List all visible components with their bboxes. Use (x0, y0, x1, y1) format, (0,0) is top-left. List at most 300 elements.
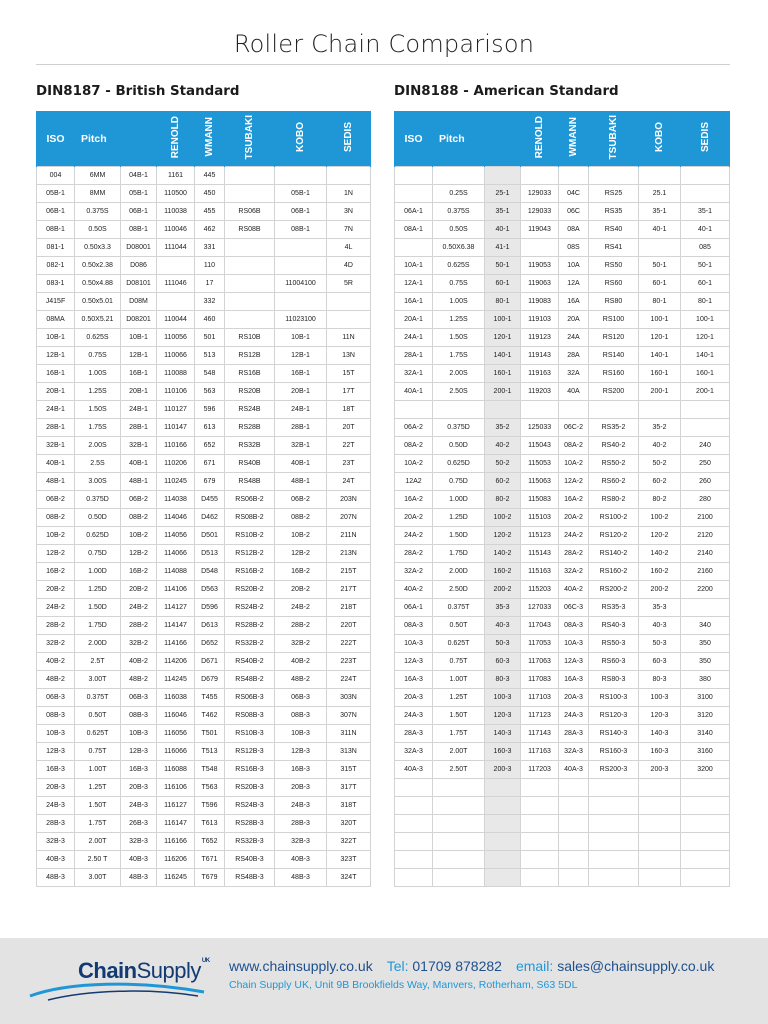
table-cell: 40B-1 (275, 455, 327, 473)
table-row (37, 293, 371, 311)
table-cell: RS50-3 (589, 635, 639, 653)
table-cell: 116106 (157, 779, 195, 797)
table-cell: 40A (559, 383, 589, 401)
table-cell: 50-2 (485, 455, 521, 473)
table-cell: 41-1 (485, 239, 521, 257)
table-cell: 215T (327, 563, 371, 581)
table-cell: D671 (195, 653, 225, 671)
table-row (37, 185, 371, 203)
table-cell (559, 167, 589, 185)
table-cell: 100-2 (639, 509, 681, 527)
table-row (37, 725, 371, 743)
table-cell: 1.50S (75, 401, 121, 419)
table-cell: D08M (121, 293, 157, 311)
table-cell: 35-2 (485, 419, 521, 437)
header-pitch: Pitch (75, 111, 121, 167)
table-cell (521, 239, 559, 257)
table-cell: D613 (195, 617, 225, 635)
footer (0, 938, 768, 1024)
table-cell: RS100-2 (589, 509, 639, 527)
table-cell: 111046 (157, 275, 195, 293)
address: Chain Supply UK, Unit 9B Brookfields Way, Manvers, Rotherham, S63 5DL (229, 979, 578, 991)
table-cell: 24B-2 (275, 599, 327, 617)
table-row (37, 599, 371, 617)
table-cell: 116127 (157, 797, 195, 815)
logo-supply-text: Supply (136, 958, 201, 983)
table-row (395, 743, 730, 761)
table-cell (395, 779, 433, 797)
table-cell: RS20B (225, 383, 275, 401)
table-cell: 8MM (75, 185, 121, 203)
table-cell: 1.75T (75, 815, 121, 833)
table-cell: 311N (327, 725, 371, 743)
table-cell: 120-1 (639, 329, 681, 347)
table-cell: 115103 (521, 509, 559, 527)
table-row (395, 635, 730, 653)
table-cell: 110066 (157, 347, 195, 365)
table-cell: 120-2 (485, 527, 521, 545)
email-link[interactable]: sales@chainsupply.co.uk (557, 958, 715, 974)
table-cell: 119053 (521, 257, 559, 275)
table-row (395, 689, 730, 707)
table-cell (225, 311, 275, 329)
table-cell (589, 815, 639, 833)
table-row (37, 779, 371, 797)
table-cell: 1.00T (75, 761, 121, 779)
table-cell: 110106 (157, 383, 195, 401)
table-cell: 320T (327, 815, 371, 833)
table-cell: 280 (681, 491, 730, 509)
table-cell (559, 797, 589, 815)
table-cell: 323T (327, 851, 371, 869)
table-cell (639, 869, 681, 887)
table-cell (395, 239, 433, 257)
table-cell: 0.375S (75, 203, 121, 221)
table-cell: 16B-2 (275, 563, 327, 581)
table-cell: 129033 (521, 185, 559, 203)
table-cell: D501 (195, 527, 225, 545)
table-cell: D596 (195, 599, 225, 617)
table-cell: 2100 (681, 509, 730, 527)
table-cell: 318T (327, 797, 371, 815)
header-pitch: Pitch (433, 111, 485, 167)
table-cell: 1.50S (433, 329, 485, 347)
logo-wordmark (78, 958, 210, 984)
table-cell: RS16B (225, 365, 275, 383)
table-cell: 20B-3 (37, 779, 75, 797)
table-cell: 116056 (157, 725, 195, 743)
tel-number[interactable]: 01709 878282 (412, 958, 502, 974)
title-divider (36, 64, 730, 65)
table-cell (225, 185, 275, 203)
table-cell: RS80-2 (589, 491, 639, 509)
table-row (395, 203, 730, 221)
table-cell: 1.75S (433, 347, 485, 365)
table-row (395, 473, 730, 491)
table-cell: RS12B (225, 347, 275, 365)
table-cell: 24A-3 (559, 707, 589, 725)
table-row (395, 725, 730, 743)
table-cell: 06B-1 (37, 203, 75, 221)
website-link[interactable]: www.chainsupply.co.uk (229, 958, 373, 974)
table-cell: 548 (195, 365, 225, 383)
table-cell: 119083 (521, 293, 559, 311)
table-cell: 16B-2 (121, 563, 157, 581)
table-cell: 50-1 (639, 257, 681, 275)
table-cell (681, 779, 730, 797)
table-row (395, 815, 730, 833)
table-row (395, 437, 730, 455)
table-cell: 140-2 (639, 545, 681, 563)
table-cell: D652 (195, 635, 225, 653)
table-cell (395, 797, 433, 815)
table-row (395, 797, 730, 815)
table-cell: 110046 (157, 221, 195, 239)
table-cell: 218T (327, 599, 371, 617)
table-cell: 24B-2 (121, 599, 157, 617)
table-cell: 220T (327, 617, 371, 635)
table-cell: 200-1 (681, 383, 730, 401)
table-cell: 20A-2 (395, 509, 433, 527)
table-row (395, 329, 730, 347)
table-cell: 48B-1 (37, 473, 75, 491)
table-cell: 48B-2 (275, 671, 327, 689)
table-cell: 0.625D (75, 527, 121, 545)
table-cell: RS28B (225, 419, 275, 437)
table-cell: 0.625T (433, 635, 485, 653)
table-cell: RS32B (225, 437, 275, 455)
table-cell: T652 (195, 833, 225, 851)
table-cell: 2200 (681, 581, 730, 599)
table-cell: RS60 (589, 275, 639, 293)
table-cell: 083-1 (37, 275, 75, 293)
table-cell: 140-3 (639, 725, 681, 743)
table-cell: 0.25S (433, 185, 485, 203)
table-cell: 0.75D (433, 473, 485, 491)
table-cell (225, 257, 275, 275)
table-cell: RS10B-3 (225, 725, 275, 743)
table-row (395, 257, 730, 275)
table-row (395, 419, 730, 437)
table-cell: 114127 (157, 599, 195, 617)
table-cell: 462 (195, 221, 225, 239)
table-cell (589, 869, 639, 887)
table-cell: RS48B-3 (225, 869, 275, 887)
tel-label: Tel: (386, 958, 409, 974)
table-cell (589, 167, 639, 185)
table-cell: RS06B (225, 203, 275, 221)
table-cell: 60-1 (485, 275, 521, 293)
table-cell: 0.375D (75, 491, 121, 509)
table-row (37, 743, 371, 761)
table-cell: RS32B-2 (225, 635, 275, 653)
table-cell: 317T (327, 779, 371, 797)
header-tsubaki: TSUBAKI (225, 111, 275, 167)
table-cell (559, 851, 589, 869)
table-cell (639, 167, 681, 185)
table-cell: 1.25T (75, 779, 121, 797)
american-standard-heading: DIN8188 - American Standard (394, 84, 619, 99)
table-cell: 40B-3 (275, 851, 327, 869)
table-row (37, 383, 371, 401)
table-cell: 40B-3 (37, 851, 75, 869)
table-cell: 111044 (157, 239, 195, 257)
table-cell: 04C (559, 185, 589, 203)
table-cell: 1161 (157, 167, 195, 185)
table-cell: 0.625S (75, 329, 121, 347)
table-cell: 40-3 (485, 617, 521, 635)
table-cell: 115143 (521, 545, 559, 563)
table-cell: RS100-3 (589, 689, 639, 707)
table-cell: 40A-1 (395, 383, 433, 401)
table-cell: 240 (681, 437, 730, 455)
table-cell: 2.00T (75, 833, 121, 851)
table-cell: 20A-3 (395, 689, 433, 707)
table-cell: 08B-2 (37, 509, 75, 527)
table-row (395, 869, 730, 887)
table-cell: 60-2 (639, 473, 681, 491)
table-cell (681, 185, 730, 203)
table-cell: RS48B-2 (225, 671, 275, 689)
table-cell: 12A-1 (395, 275, 433, 293)
table-cell: 20B-1 (37, 383, 75, 401)
table-cell: 50-3 (485, 635, 521, 653)
table-cell: 1.00S (75, 365, 121, 383)
table-cell: 17T (327, 383, 371, 401)
table-cell: T563 (195, 779, 225, 797)
table-cell: 20T (327, 419, 371, 437)
table-cell: RS24B-2 (225, 599, 275, 617)
table-cell: RS08B (225, 221, 275, 239)
table-cell (589, 833, 639, 851)
table-cell: 08B-2 (121, 509, 157, 527)
table-cell (395, 833, 433, 851)
table-cell: 06B-1 (275, 203, 327, 221)
table-cell: 116038 (157, 689, 195, 707)
table-cell: 35-3 (485, 599, 521, 617)
table-cell: 05B-1 (275, 185, 327, 203)
table-row (395, 617, 730, 635)
table-cell: 207N (327, 509, 371, 527)
table-header-row (395, 111, 730, 167)
table-cell: 11N (327, 329, 371, 347)
table-cell: 455 (195, 203, 225, 221)
table-cell: 28B-2 (37, 617, 75, 635)
table-cell: 3N (327, 203, 371, 221)
table-cell (559, 833, 589, 851)
table-cell: 117203 (521, 761, 559, 779)
table-row (37, 509, 371, 527)
table-cell (521, 401, 559, 419)
table-cell: RS40B-2 (225, 653, 275, 671)
table-cell: 2.00S (433, 365, 485, 383)
table-cell: RS80-3 (589, 671, 639, 689)
table-cell: RS160-2 (589, 563, 639, 581)
logo-chain-text: Chain (78, 958, 137, 983)
table-cell: 28A-1 (395, 347, 433, 365)
table-row (395, 239, 730, 257)
table-row (37, 167, 371, 185)
table-cell: 613 (195, 419, 225, 437)
table-cell: 32B-1 (37, 437, 75, 455)
table-row (395, 761, 730, 779)
table-cell: 2.50T (433, 761, 485, 779)
table-cell: 22T (327, 437, 371, 455)
table-cell: RS140-3 (589, 725, 639, 743)
table-cell: 3140 (681, 725, 730, 743)
table-cell (485, 797, 521, 815)
table-cell: 20A-2 (559, 509, 589, 527)
table-row (37, 563, 371, 581)
table-cell: 652 (195, 437, 225, 455)
table-cell: 380 (681, 671, 730, 689)
table-cell: RS35-3 (589, 599, 639, 617)
table-cell: 32B-3 (121, 833, 157, 851)
table-row (37, 257, 371, 275)
table-cell: 119163 (521, 365, 559, 383)
table-cell: 23T (327, 455, 371, 473)
table-cell (433, 869, 485, 887)
table-cell: 203N (327, 491, 371, 509)
table-cell: 10A-1 (395, 257, 433, 275)
table-row (37, 689, 371, 707)
table-row (37, 581, 371, 599)
table-cell: D08201 (121, 311, 157, 329)
table-cell: 35-1 (681, 203, 730, 221)
table-cell: RS40-3 (589, 617, 639, 635)
table-cell: 04B-1 (121, 167, 157, 185)
table-cell: 32B-3 (37, 833, 75, 851)
table-cell: 40-2 (639, 437, 681, 455)
table-cell: 10B-2 (275, 527, 327, 545)
table-cell: 2.50S (433, 383, 485, 401)
table-cell: 24A-3 (395, 707, 433, 725)
table-cell: 2.5T (75, 653, 121, 671)
table-cell: 331 (195, 239, 225, 257)
table-cell: 12B-2 (121, 545, 157, 563)
table-cell: RS12B-2 (225, 545, 275, 563)
table-cell: 119123 (521, 329, 559, 347)
table-cell: 115043 (521, 437, 559, 455)
table-cell: 119043 (521, 221, 559, 239)
table-cell: 08MA (37, 311, 75, 329)
header-iso: ISO (37, 111, 75, 167)
table-row (395, 545, 730, 563)
table-cell: 16A-2 (395, 491, 433, 509)
table-cell (681, 869, 730, 887)
table-cell: 100-1 (681, 311, 730, 329)
table-cell: 48B-3 (275, 869, 327, 887)
table-cell: 24B-2 (37, 599, 75, 617)
table-cell: RS06B-3 (225, 689, 275, 707)
table-cell: RS10B-2 (225, 527, 275, 545)
table-cell: 40A-3 (395, 761, 433, 779)
header-blank (485, 111, 521, 167)
table-cell: 596 (195, 401, 225, 419)
table-cell: 40-2 (485, 437, 521, 455)
table-cell (521, 167, 559, 185)
table-cell: 40A-3 (559, 761, 589, 779)
table-cell: 4D (327, 257, 371, 275)
table-cell: 4L (327, 239, 371, 257)
table-cell: 40B-3 (121, 851, 157, 869)
table-cell (327, 311, 371, 329)
table-cell (681, 851, 730, 869)
table-cell: 116046 (157, 707, 195, 725)
table-cell: 40-1 (639, 221, 681, 239)
table-cell: T613 (195, 815, 225, 833)
table-cell: 140-2 (485, 545, 521, 563)
table-cell: 08B-3 (275, 707, 327, 725)
table-row (395, 509, 730, 527)
chain-supply-logo[interactable] (28, 952, 208, 1008)
table-cell: 110127 (157, 401, 195, 419)
table-cell: 116088 (157, 761, 195, 779)
table-cell: RS35 (589, 203, 639, 221)
table-cell: 3120 (681, 707, 730, 725)
table-cell (521, 815, 559, 833)
table-cell: 0.75S (433, 275, 485, 293)
table-cell: D679 (195, 671, 225, 689)
table-cell: 260 (681, 473, 730, 491)
header-wmann: WMANN (195, 111, 225, 167)
table-cell (225, 275, 275, 293)
table-cell (395, 815, 433, 833)
table-cell: 0.50x4.88 (75, 275, 121, 293)
table-row (37, 275, 371, 293)
table-cell: 16B-2 (37, 563, 75, 581)
table-cell (275, 239, 327, 257)
table-cell: 110038 (157, 203, 195, 221)
table-cell: 32A-3 (395, 743, 433, 761)
table-cell: 06B-3 (275, 689, 327, 707)
table-cell: 28B-1 (121, 419, 157, 437)
table-cell: 223T (327, 653, 371, 671)
table-cell: 32A-2 (559, 563, 589, 581)
table-cell: 12A2 (395, 473, 433, 491)
table-cell: RS41 (589, 239, 639, 257)
table-cell: 160-2 (485, 563, 521, 581)
table-row (395, 833, 730, 851)
table-cell: D08001 (121, 239, 157, 257)
table-cell (157, 257, 195, 275)
table-cell: 06B-1 (121, 203, 157, 221)
table-cell: 80-2 (485, 491, 521, 509)
table-cell (157, 293, 195, 311)
table-cell: 16A-3 (559, 671, 589, 689)
table-cell: 100-1 (485, 311, 521, 329)
table-cell: 28B-3 (37, 815, 75, 833)
table-cell: 40A-2 (559, 581, 589, 599)
table-row (395, 275, 730, 293)
table-cell (639, 239, 681, 257)
table-cell (639, 401, 681, 419)
table-cell: 160-1 (681, 365, 730, 383)
table-cell: 307N (327, 707, 371, 725)
table-cell: 60-2 (485, 473, 521, 491)
table-cell: 06C-3 (559, 599, 589, 617)
table-cell: 110 (195, 257, 225, 275)
table-cell: 06B-3 (121, 689, 157, 707)
table-cell: 32B-2 (121, 635, 157, 653)
header-renold: RENOLD (521, 111, 559, 167)
table-cell (681, 833, 730, 851)
table-cell: 110147 (157, 419, 195, 437)
table-row (395, 365, 730, 383)
table-cell: 117053 (521, 635, 559, 653)
table-cell: 40-1 (681, 221, 730, 239)
table-cell (589, 779, 639, 797)
